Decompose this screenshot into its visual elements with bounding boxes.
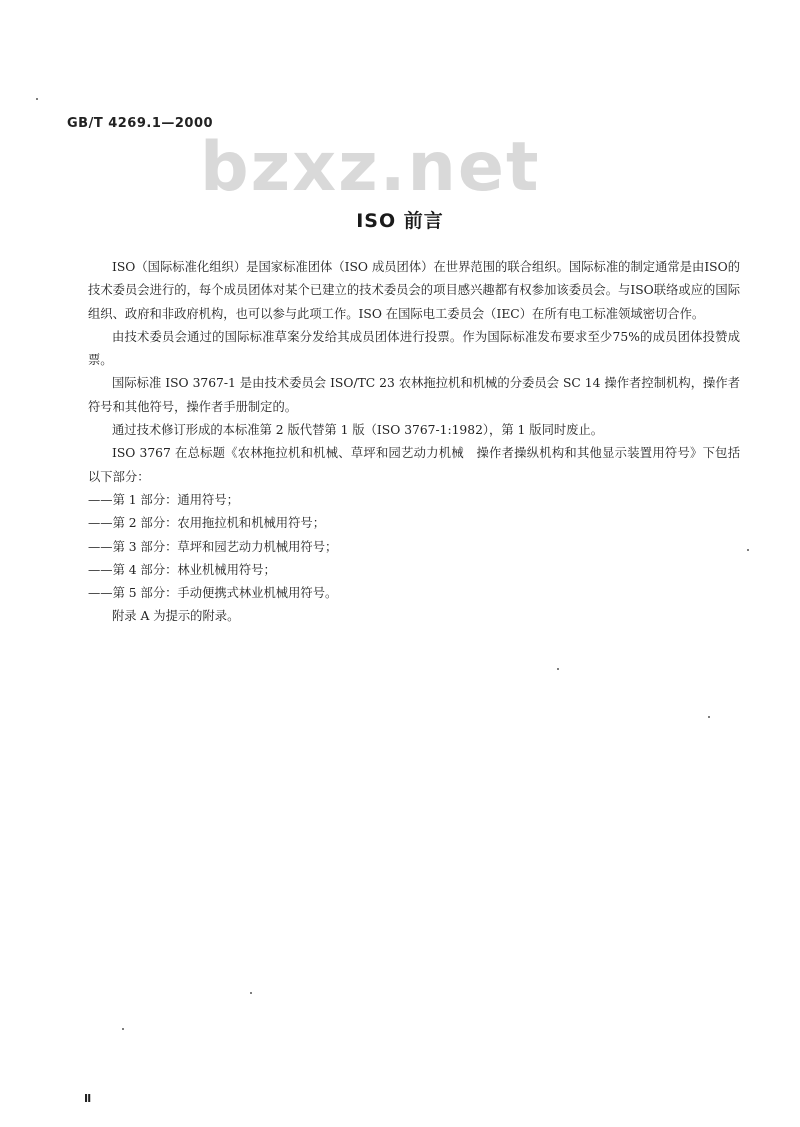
list-item: ——第 2 部分：农用拖拉机和机械用符号； bbox=[88, 516, 325, 531]
foreword-body bbox=[88, 256, 740, 629]
scan-speck bbox=[250, 992, 252, 994]
page-title: ISO 前言 bbox=[356, 210, 444, 232]
annex-note: 附录 A 为提示的附录。 bbox=[112, 609, 240, 624]
paragraph-series: ISO 3767 在总标题《农林拖拉机和机械、草坪和园艺动力机械 操作者操纵机构和其他显示装置用符号》下包括以下部分： bbox=[88, 446, 740, 484]
list-item: ——第 1 部分：通用符号； bbox=[88, 492, 239, 507]
scan-speck bbox=[747, 549, 749, 551]
scan-speck bbox=[557, 668, 559, 670]
list-item: ——第 3 部分：草坪和园艺动力机械用符号； bbox=[88, 539, 338, 554]
paragraph-voting: 由技术委员会通过的国际标准草案分发给其成员团体进行投票。作为国际标准发布要求至少75%的成员团体投赞成票。 bbox=[88, 329, 740, 368]
scan-speck bbox=[708, 716, 710, 718]
paragraph-iso-intro: ISO（国际标准化组织）是国家标准团体（ISO 成员团体）在世界范围的联合组织。国际标准的制定通常是由ISO的技术委员会进行的，每个成员团体对某个已建立的技术委员会的项目感兴趣都有权参加该委员会。与ISO联络或应的国际组织、政府和非政府机构，也可以参与此项工作。ISO 在国际电工委员会（IEC）在所有电工标准领域密切合作。 bbox=[88, 260, 740, 321]
standard-number: GB/T 4269.1—2000 bbox=[67, 116, 214, 131]
watermark-logo: bzxz.net bbox=[200, 128, 541, 207]
paragraph-committee: 国际标准 ISO 3767-1 是由技术委员会 ISO/TC 23 农林拖拉机和机械的分委员会 SC 14 操作者控制机构，操作者符号和其他符号，操作者手册制定的。 bbox=[88, 376, 740, 414]
scan-speck bbox=[36, 98, 38, 100]
page-number: Ⅱ bbox=[84, 1092, 92, 1105]
list-item: ——第 4 部分：林业机械用符号； bbox=[88, 562, 276, 577]
parts-list bbox=[88, 489, 740, 605]
scan-speck bbox=[122, 1028, 124, 1030]
paragraph-revision: 通过技术修订形成的本标准第 2 版代替第 1 版（ISO 3767-1:1982），第 1 版同时废止。 bbox=[112, 423, 604, 438]
list-item: ——第 5 部分：手动便携式林业机械用符号。 bbox=[88, 586, 338, 601]
